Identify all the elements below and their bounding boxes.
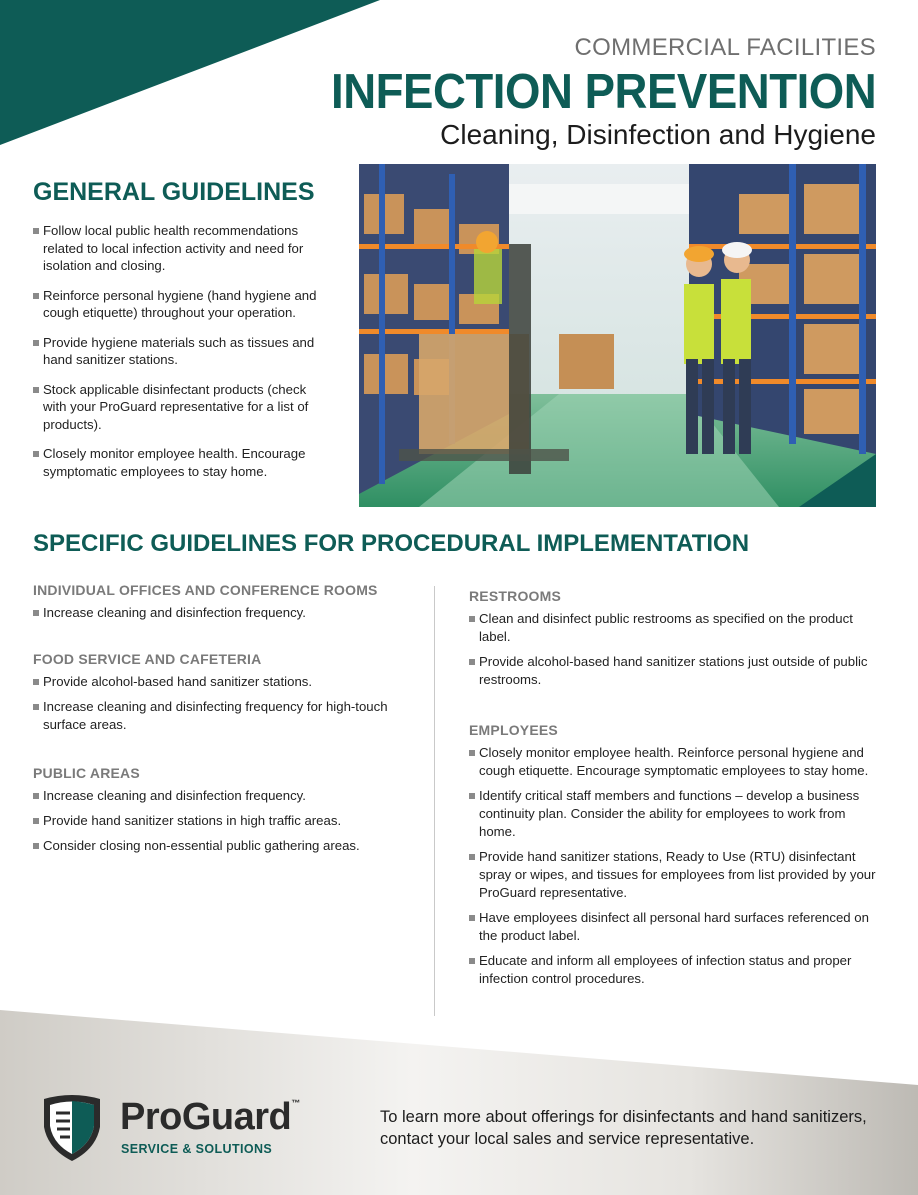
list-item: Have employees disinfect all personal hard surfaces referenced on the product label. xyxy=(469,909,879,945)
specific-guidelines-heading: SPECIFIC GUIDELINES FOR PROCEDURAL IMPLEMENTATION xyxy=(33,530,750,557)
section-title: EMPLOYEES xyxy=(469,722,558,738)
list-item: Educate and inform all employees of infection status and proper infection control procedures. xyxy=(469,952,879,988)
section-title: FOOD SERVICE AND CAFETERIA xyxy=(33,651,262,667)
list-item: Identify critical staff members and functions – develop a business continuity plan. Consider the ability for employees to work from home. xyxy=(469,787,879,841)
header-kicker: COMMERCIAL FACILITIES xyxy=(574,34,876,61)
section-list xyxy=(33,673,408,734)
list-item: Reinforce personal hygiene (hand hygiene and cough etiquette) throughout your operation. xyxy=(33,287,333,322)
section-title: RESTROOMS xyxy=(469,588,562,604)
page-subtitle: Cleaning, Disinfection and Hygiene xyxy=(440,119,876,150)
list-item: Consider closing non-essential public gathering areas. xyxy=(33,837,423,855)
section-title: PUBLIC AREAS xyxy=(33,765,140,781)
list-item: Provide alcohol-based hand sanitizer stations. xyxy=(33,673,408,691)
list-item: Closely monitor employee health. Encourage symptomatic employees to stay home. xyxy=(33,445,333,480)
trademark-symbol: ™ xyxy=(291,1098,300,1108)
section-employees xyxy=(469,722,879,995)
list-item: Provide hand sanitizer stations, Ready to Use (RTU) disinfectant spray or wipes, and tissues for employees from list provided by your ProGuard representative. xyxy=(469,848,879,902)
section-public-areas xyxy=(33,765,423,862)
list-item: Increase cleaning and disinfection frequency. xyxy=(33,787,423,805)
list-item: Stock applicable disinfectant products (check with your ProGuard representative for a list of products). xyxy=(33,381,333,434)
list-item: Increase cleaning and disinfection frequency. xyxy=(33,604,423,622)
list-item: Provide hygiene materials such as tissues and hand sanitizer stations. xyxy=(33,334,333,369)
brand-name xyxy=(120,1096,300,1139)
general-guidelines-list xyxy=(33,222,333,492)
section-list xyxy=(33,604,423,622)
footer-contact-text: To learn more about offerings for disinfectants and hand sanitizers, contact your local sales and service representative. xyxy=(380,1108,867,1148)
page-title: INFECTION PREVENTION xyxy=(330,65,876,119)
section-title: INDIVIDUAL OFFICES AND CONFERENCE ROOMS xyxy=(33,582,378,598)
corner-accent xyxy=(0,0,380,145)
shield-logo-icon xyxy=(44,1095,100,1161)
brand-tagline: SERVICE & SOLUTIONS xyxy=(121,1142,273,1156)
list-item: Follow local public health recommendations related to local infection activity and need for isolation and closing. xyxy=(33,222,333,275)
section-list xyxy=(33,787,423,855)
column-divider xyxy=(434,586,435,1016)
section-food-service xyxy=(33,651,408,741)
general-guidelines-heading: GENERAL GUIDELINES xyxy=(33,178,315,206)
section-offices xyxy=(33,582,423,629)
list-item: Closely monitor employee health. Reinforce personal hygiene and cough etiquette. Encourage symptomatic employees to stay home. xyxy=(469,744,879,780)
warehouse-photo xyxy=(359,164,876,507)
list-item: Provide hand sanitizer stations in high traffic areas. xyxy=(33,812,423,830)
brand-name-text: ProGuard xyxy=(120,1096,292,1138)
list-item: Clean and disinfect public restrooms as specified on the product label. xyxy=(469,610,879,646)
section-restrooms xyxy=(469,588,879,696)
section-list xyxy=(469,744,879,988)
section-list xyxy=(469,610,879,689)
list-item: Increase cleaning and disinfecting frequency for high-touch surface areas. xyxy=(33,698,408,734)
list-item: Provide alcohol-based hand sanitizer stations just outside of public restrooms. xyxy=(469,653,879,689)
